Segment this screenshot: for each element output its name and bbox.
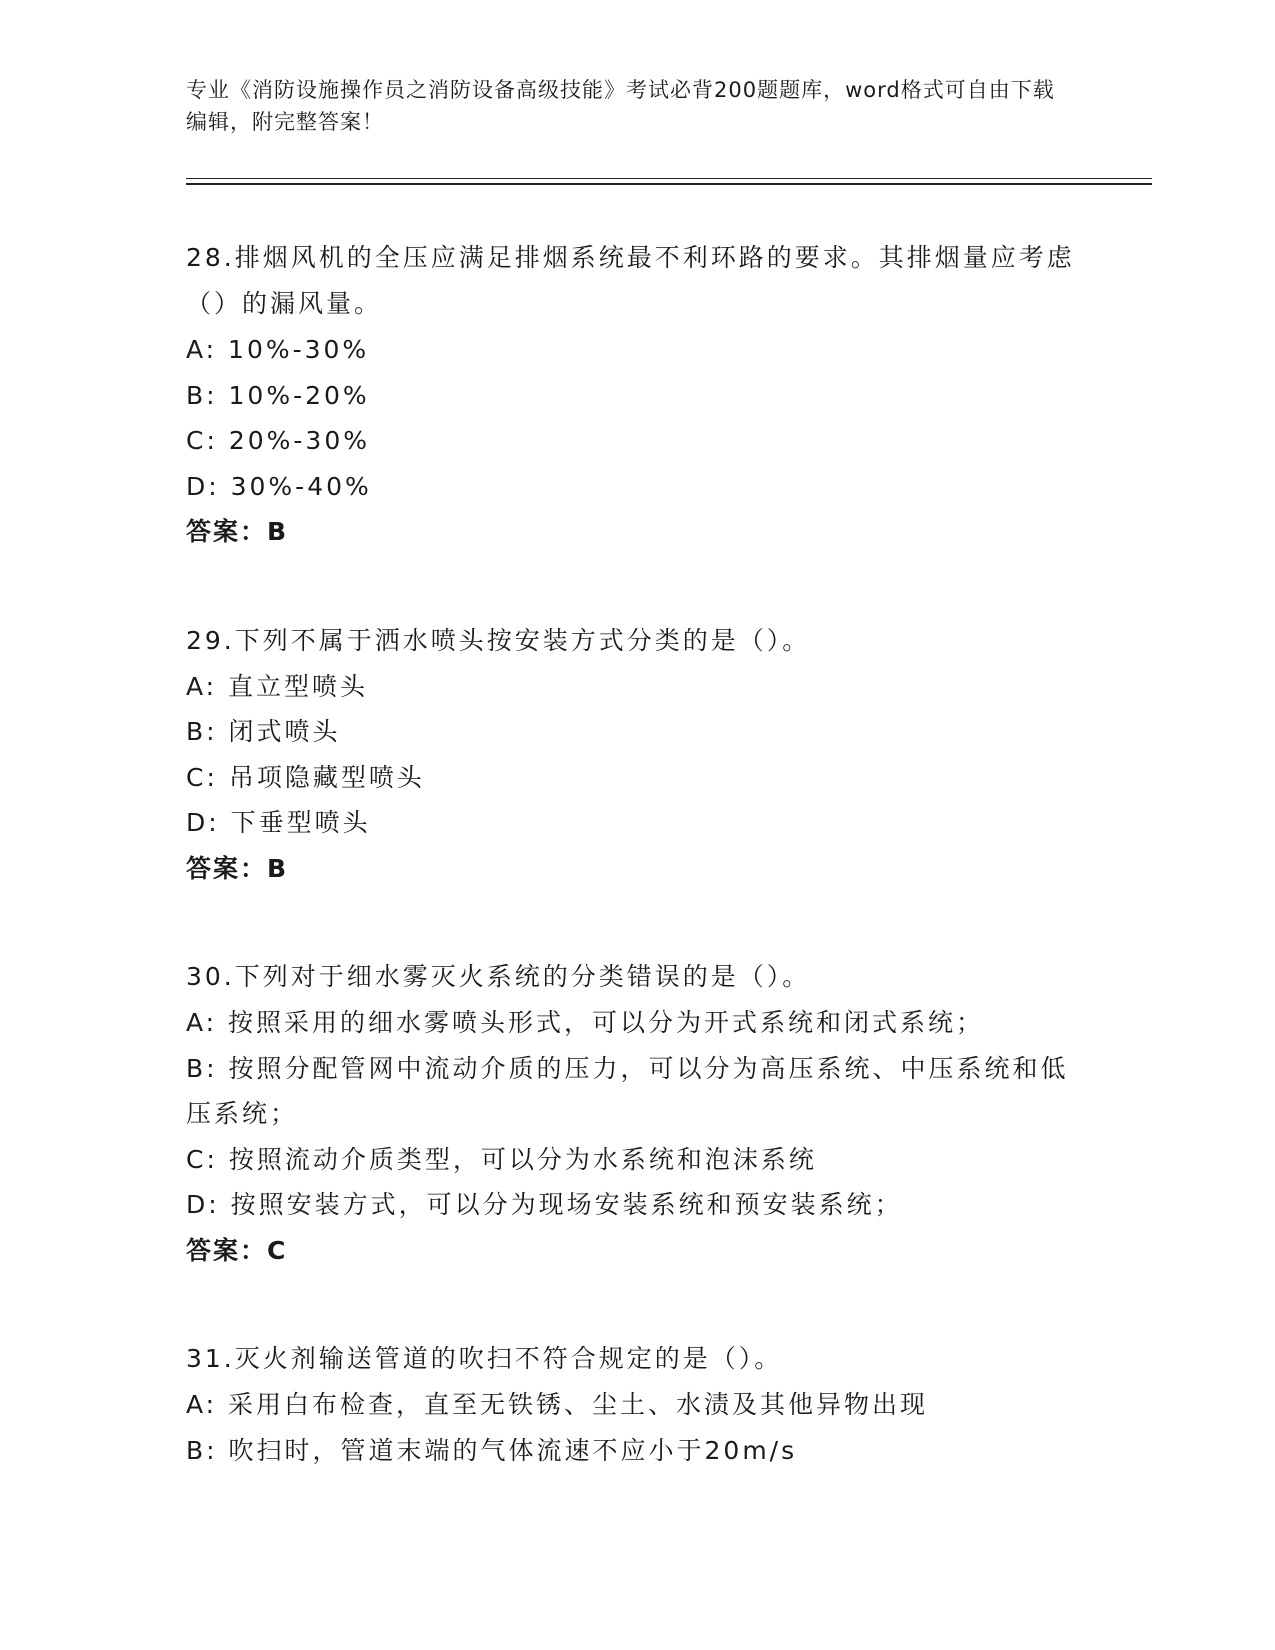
option-d: D: 下垂型喷头 bbox=[186, 808, 371, 837]
answer: 答案：C bbox=[186, 1235, 288, 1265]
question-30 bbox=[186, 954, 1086, 1273]
option-a: A: 10%-30% bbox=[186, 335, 370, 364]
question-spacer bbox=[186, 1273, 1086, 1336]
option-b: B: 吹扫时，管道末端的气体流速不应小于20m/s bbox=[186, 1435, 798, 1465]
option-c: C: 20%-30% bbox=[186, 426, 370, 455]
document-header bbox=[186, 74, 1066, 138]
question-stem: 31.灭火剂输送管道的吹扫不符合规定的是（）。 bbox=[186, 1344, 783, 1373]
option-c: C: 按照流动介质类型，可以分为水系统和泡沫系统 bbox=[186, 1144, 817, 1174]
option-d: D: 30%-40% bbox=[186, 471, 372, 501]
answer: 答案：B bbox=[186, 517, 289, 546]
option-b: B: 闭式喷头 bbox=[186, 717, 341, 746]
question-stem: 29.下列不属于洒水喷头按安装方式分类的是（）。 bbox=[186, 625, 811, 655]
option-d: D: 按照安装方式，可以分为现场安装系统和预安装系统； bbox=[186, 1190, 903, 1219]
question-28 bbox=[186, 235, 1086, 555]
header-divider-thin bbox=[186, 178, 1152, 179]
question-31 bbox=[186, 1336, 1086, 1473]
option-a: A: 采用白布检查，直至无铁锈、尘土、水渍及其他异物出现 bbox=[186, 1390, 929, 1419]
answer: 答案：B bbox=[186, 853, 289, 883]
option-a: A: 直立型喷头 bbox=[186, 671, 369, 701]
question-spacer bbox=[186, 555, 1086, 618]
question-stem: 30.下列对于细水雾灭火系统的分类错误的是（）。 bbox=[186, 962, 811, 991]
header-divider-thick bbox=[186, 183, 1152, 185]
option-b: B: 按照分配管网中流动介质的压力，可以分为高压系统、中压系统和低压系统； bbox=[186, 1053, 1069, 1128]
question-list bbox=[186, 235, 1086, 1473]
question-29 bbox=[186, 618, 1086, 892]
option-c: C: 吊项隐藏型喷头 bbox=[186, 762, 425, 792]
question-stem: 28.排烟风机的全压应满足排烟系统最不利环路的要求。其排烟量应考虑（）的漏风量。 bbox=[186, 243, 1075, 318]
question-spacer bbox=[186, 891, 1086, 954]
option-b: B: 10%-20% bbox=[186, 380, 370, 410]
option-a: A: 按照采用的细水雾喷头形式，可以分为开式系统和闭式系统； bbox=[186, 1008, 985, 1037]
header-text: 专业《消防设施操作员之消防设备高级技能》考试必背200题题库，word格式可自由下载编辑，附完整答案！ bbox=[186, 78, 1055, 134]
